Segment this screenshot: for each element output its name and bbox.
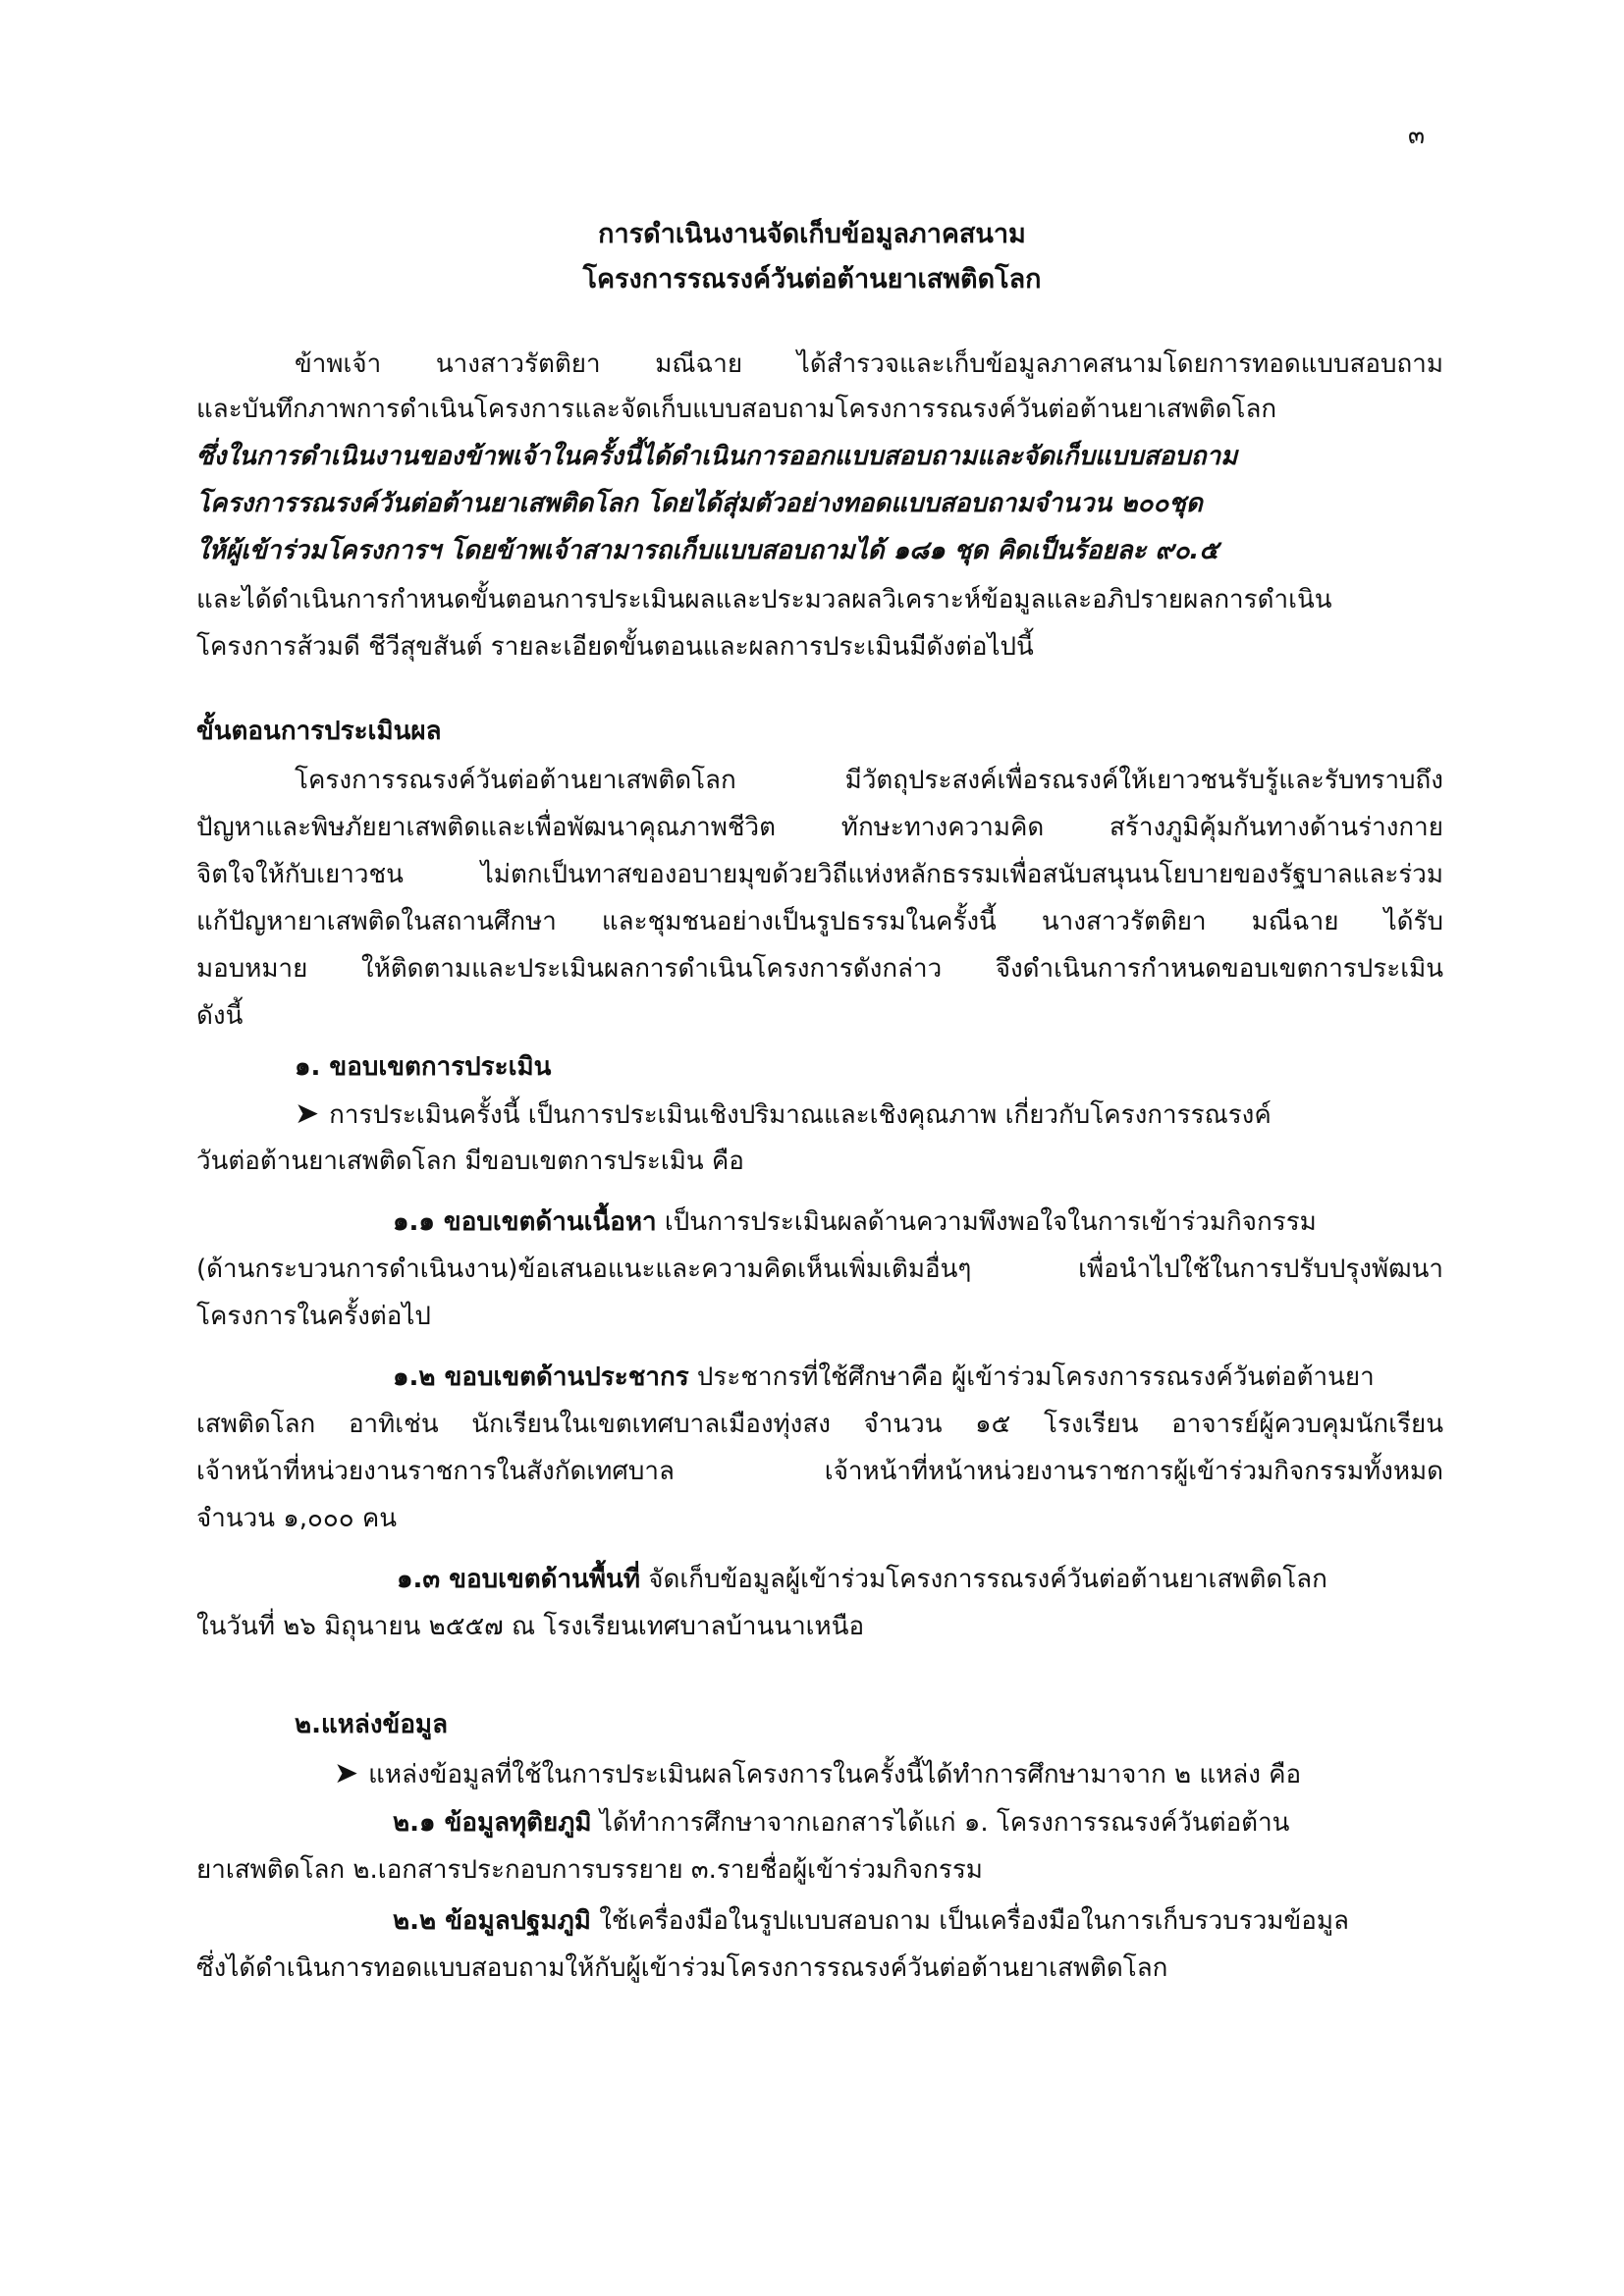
- page-number: ๓: [1408, 121, 1426, 149]
- eval-line-6: ดังนี้: [196, 1001, 244, 1031]
- scope-1-2-line-4: จำนวน ๑,๐๐๐ คน: [196, 1504, 398, 1533]
- arrowhead-bullet-icon: ➤: [295, 1096, 320, 1131]
- sources-2-2-line-1: [393, 1904, 1349, 1938]
- arrowhead-bullet-icon: ➤: [334, 1756, 359, 1790]
- intro-line-2: และบันทึกภาพการดำเนินโครงการและจัดเก็บแบบสอบถามโครงการรณรงค์วันต่อต้านยาเสพติดโลก: [196, 395, 1277, 424]
- scope-heading: ๑. ขอบเขตการประเมิน: [295, 1052, 552, 1082]
- scope-1-3-line-2: ในวันที่ ๒๖ มิถุนายน ๒๕๕๗ ณ โรงเรียนเทศบาลบ้านนาเหนือ: [196, 1612, 865, 1641]
- eval-line-3: จิตใจให้กับเยาวชน ไม่ตกเป็นทาสของอบายมุขด้วยวิถีแห่งหลักธรรมเพื่อสนับสนุนนโยบายของรัฐบาลและร่วม: [196, 860, 1443, 889]
- intro-line-7: โครงการส้วมดี ชีวีสุขสันต์ รายละเอียดขั้นตอนและผลการประเมินมีดังต่อไปนี้: [196, 632, 1034, 662]
- scope-1-1-line-1: [393, 1205, 1317, 1239]
- intro-line-1: ข้าพเจ้า นางสาวรัตติยา มณีฉาย ได้สำรวจและเก็บข้อมูลภาคสนามโดยการทอดแบบสอบถาม: [295, 349, 1443, 379]
- page-title-line-1: การดำเนินงานจัดเก็บข้อมูลภาคสนาม: [598, 219, 1026, 249]
- scope-1-1-line-2: (ด้านกระบวนการดำเนินงาน)ข้อเสนอแนะและความคิดเห็นเพิ่มเติมอื่นๆ เพื่อนำไปใช้ในการปรับปรุงพัฒนา: [196, 1255, 1443, 1284]
- page-title-line-2: โครงการรณรงค์วันต่อต้านยาเสพติดโลก: [582, 264, 1042, 294]
- scope-1-1-label: ๑.๑ ขอบเขตด้านเนื้อหา: [393, 1207, 657, 1237]
- sources-2-1-text: ได้ทำการศึกษาจากเอกสารได้แก่ ๑. โครงการรณรงค์วันต่อต้าน: [591, 1808, 1290, 1838]
- intro-line-5: ให้ผู้เข้าร่วมโครงการฯ โดยข้าพเจ้าสามารถเก็บแบบสอบถามได้ ๑๘๑ ชุด คิดเป็นร้อยละ ๙๐.๕: [196, 536, 1218, 565]
- section-eval-heading: ขั้นตอนการประเมินผล: [196, 717, 442, 746]
- scope-arrow-line-2: วันต่อต้านยาเสพติดโลก มีขอบเขตการประเมิน คือ: [196, 1147, 744, 1176]
- sources-heading: ๒.แหล่งข้อมูล: [295, 1710, 448, 1739]
- scope-1-3-text: จัดเก็บข้อมูลผู้เข้าร่วมโครงการรณรงค์วันต่อต้านยาเสพติดโลก: [639, 1565, 1327, 1594]
- sources-2-1-line-2: ยาเสพติดโลก ๒.เอกสารประกอบการบรรยาย ๓.รายชื่อผู้เข้าร่วมกิจกรรม: [196, 1855, 983, 1885]
- sources-2-2-line-2: ซึ่งได้ดำเนินการทอดแบบสอบถามให้กับผู้เข้าร่วมโครงการรณรงค์วันต่อต้านยาเสพติดโลก: [196, 1953, 1168, 1983]
- scope-1-1-text: เป็นการประเมินผลด้านความพึงพอใจในการเข้าร่วมกิจกรรม: [656, 1207, 1317, 1237]
- scope-1-3-line-1: [397, 1563, 1327, 1596]
- scope-arrow-line-1: [295, 1097, 1443, 1132]
- intro-line-3: ซึ่งในการดำเนินงานของข้าพเจ้าในครั้งนี้ได้ดำเนินการออกแบบสอบถามและจัดเก็บแบบสอบถาม: [196, 442, 1238, 471]
- eval-line-1: โครงการรณรงค์วันต่อต้านยาเสพติดโลก มีวัตถุประสงค์เพื่อรณรงค์ให้เยาวชนรับรู้และรับทราบถึง: [295, 766, 1443, 795]
- scope-1-2-text: ประชากรที่ใช้ศึกษาคือ ผู้เข้าร่วมโครงการรณรงค์วันต่อต้านยา: [688, 1362, 1375, 1392]
- intro-line-6: และได้ดำเนินการกำหนดขั้นตอนการประเมินผลและประมวลผลวิเคราะห์ข้อมูลและอภิปรายผลการดำเนิน: [196, 585, 1332, 614]
- eval-line-2: ปัญหาและพิษภัยยาเสพติดและเพื่อพัฒนาคุณภาพชีวิต ทักษะทางความคิด สร้างภูมิคุ้มกันทางด้านร่างกาย: [196, 813, 1443, 842]
- scope-arrow-text-1: การประเมินครั้งนี้ เป็นการประเมินเชิงปริมาณและเชิงคุณภาพ เกี่ยวกับโครงการรณรงค์: [329, 1100, 1272, 1130]
- intro-line-4: โครงการรณรงค์วันต่อต้านยาเสพติดโลก โดยได้สุ่มตัวอย่างทอดแบบสอบถามจำนวน ๒๐๐ชุด: [196, 489, 1203, 518]
- sources-2-1-line-1: [393, 1806, 1289, 1840]
- scope-1-2-line-2: เสพติดโลก อาทิเช่น นักเรียนในเขตเทศบาลเมืองทุ่งสง จำนวน ๑๕ โรงเรียน อาจารย์ผู้ควบคุมนักเรียน: [196, 1410, 1443, 1439]
- sources-2-1-label: ๒.๑ ข้อมูลทุติยภูมิ: [393, 1808, 592, 1838]
- sources-2-2-label: ๒.๒ ข้อมูลปฐมภูมิ: [393, 1906, 591, 1936]
- scope-1-2-line-3: เจ้าหน้าที่หน่วยงานราชการในสังกัดเทศบาล เจ้าหน้าที่หน้าหน่วยงานราชการผู้เข้าร่วมกิจกรรมทั้งหมด: [196, 1457, 1443, 1486]
- scope-1-1-line-3: โครงการในครั้งต่อไป: [196, 1302, 431, 1331]
- sources-2-2-text: ใช้เครื่องมือในรูปแบบสอบถาม เป็นเครื่องมือในการเก็บรวบรวมข้อมูล: [590, 1906, 1349, 1936]
- sources-arrow-text-1: แหล่งข้อมูลที่ใช้ในการประเมินผลโครงการในครั้งนี้ได้ทำการศึกษามาจาก ๒ แหล่ง คือ: [368, 1760, 1302, 1789]
- sources-arrow-line-1: [334, 1757, 1301, 1791]
- eval-line-5: มอบหมาย ให้ติดตามและประเมินผลการดำเนินโครงการดังกล่าว จึงดำเนินการกำหนดขอบเขตการประเมิน: [196, 954, 1443, 984]
- scope-1-2-label: ๑.๒ ขอบเขตด้านประชากร: [393, 1362, 689, 1392]
- eval-line-4: แก้ปัญหายาเสพติดในสถานศึกษา และชุมชนอย่างเป็นรูปธรรมในครั้งนี้ นางสาวรัตติยา มณีฉาย ได้รับ: [196, 907, 1443, 936]
- scope-1-3-label: ๑.๓ ขอบเขตด้านพื้นที่: [397, 1565, 640, 1594]
- scope-1-2-line-1: [393, 1361, 1375, 1394]
